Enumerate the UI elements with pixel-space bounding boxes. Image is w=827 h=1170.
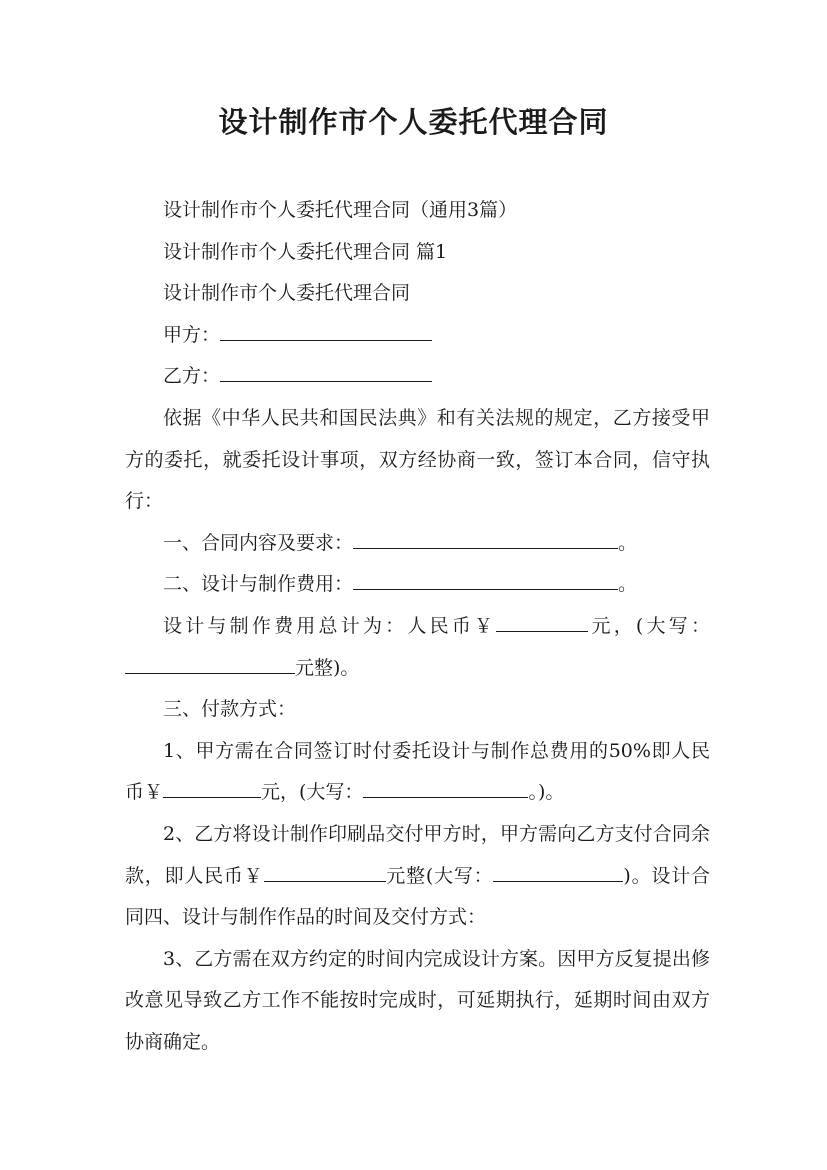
party-a-blank	[220, 320, 432, 341]
total-fee-end: 元整)。	[295, 656, 360, 679]
payment-3: 3、乙方需在双方约定的时间内完成设计方案。因甲方反复提出修改意见导致乙方工作不能按时完成时，可延期执行，延期时间由双方协商确定。	[125, 947, 710, 1053]
clause-1	[125, 523, 710, 565]
document-title: 设计制作市个人委托代理合同	[218, 105, 609, 139]
payment-1-end: 。)。	[528, 781, 565, 804]
party-b-label: 乙方：	[163, 365, 221, 388]
party-b-line	[125, 356, 710, 398]
payment-2-prefix: 2、乙方将设计制作印刷品交付甲方时，甲方需向乙方支付合同余款，即人民币￥	[125, 822, 710, 887]
intro-paragraph: 依据《中华人民共和国民法典》和有关法规的规定，乙方接受甲方的委托，就委托设计事项，双方经协商一致，签订本合同，信守执行：	[125, 406, 710, 513]
clause-3: 三、付款方式：	[163, 698, 297, 721]
party-b-blank	[220, 361, 432, 382]
party-a-label: 甲方：	[163, 323, 221, 346]
total-fee-mid: 元，(大写：	[588, 614, 710, 637]
clause-1-end: 。	[618, 531, 638, 554]
total-fee	[125, 606, 710, 689]
payment-1-prefix: 1、甲方需在合同签订时付委托设计与制作总费用的50%即人民币￥	[125, 739, 710, 804]
payment-2-end: )。设计合同四、设计与制作作品的时间及交付方式：	[125, 864, 710, 929]
payment-1-mid: 元，(大写：	[261, 781, 364, 804]
payment-1-words-blank	[363, 777, 528, 798]
clause-2-blank	[353, 569, 618, 590]
part-heading: 设计制作市个人委托代理合同 篇1	[163, 240, 448, 263]
payment-2-amount-blank	[264, 861, 386, 882]
clause-2-end: 。	[618, 573, 638, 596]
contract-name: 设计制作市个人委托代理合同	[163, 282, 411, 305]
payment-2-mid: 元整(大写：	[385, 864, 494, 887]
party-a-line	[125, 315, 710, 357]
total-fee-amount-blank	[496, 611, 588, 632]
total-fee-prefix: 设计与制作费用总计为：人民币￥	[163, 614, 497, 637]
document-body	[125, 190, 710, 1063]
clause-1-label: 一、合同内容及要求：	[163, 531, 354, 554]
payment-2	[125, 814, 710, 939]
payment-2-words-blank	[493, 861, 623, 882]
payment-1	[125, 731, 710, 814]
clause-1-blank	[353, 528, 618, 549]
clause-2	[125, 564, 710, 606]
subtitle: 设计制作市个人委托代理合同（通用3篇）	[163, 199, 518, 221]
total-fee-words-blank	[125, 653, 295, 674]
payment-1-amount-blank	[163, 777, 261, 798]
clause-2-label: 二、设计与制作费用：	[163, 573, 354, 596]
